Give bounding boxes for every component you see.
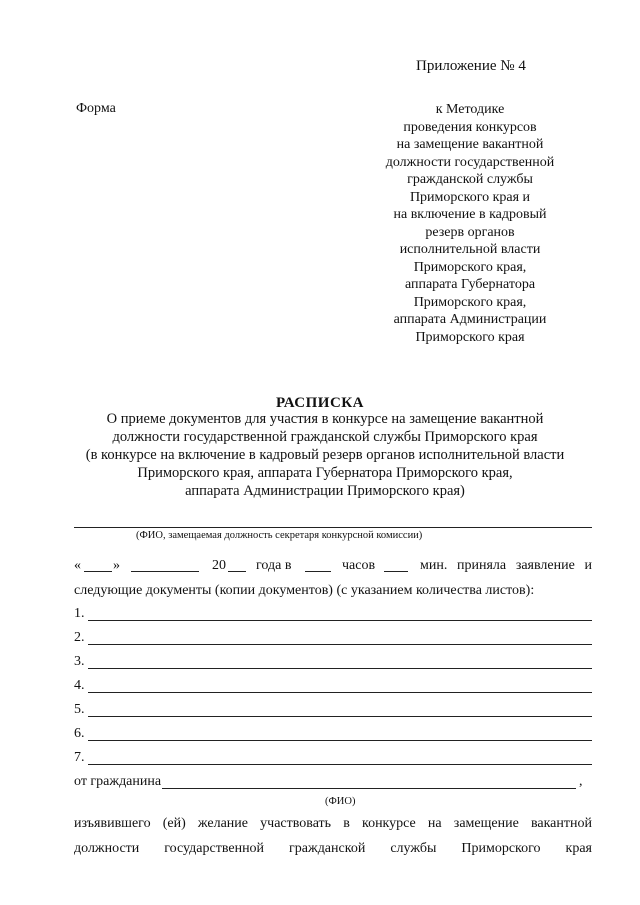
methodology-line: на включение в кадровый	[393, 207, 547, 222]
form-label: Форма	[76, 101, 116, 116]
fio-caption: (ФИО)	[325, 796, 356, 807]
methodology-line: гражданской службы	[407, 172, 533, 187]
year-field[interactable]	[228, 571, 246, 572]
item-number: 7.	[74, 750, 85, 765]
subtitle-line: О приеме документов для участия в конкурсе на замещение вакантной	[106, 411, 544, 427]
citizen-fill-line[interactable]	[162, 788, 576, 789]
item-number: 5.	[74, 702, 85, 717]
hours-label: часов	[342, 558, 376, 573]
item-line[interactable]	[88, 644, 592, 645]
methodology-line: должности государственной	[385, 154, 555, 170]
item-line[interactable]	[88, 716, 592, 717]
item-line[interactable]	[88, 692, 592, 693]
subtitle-line: (в конкурсе на включение в кадровый резерв органов исполнительной власти	[85, 447, 565, 463]
citizen-label: от гражданина	[74, 774, 162, 789]
appendix-number: Приложение № 4	[416, 58, 526, 74]
item-number: 1.	[74, 606, 85, 621]
methodology-line: Приморского края,	[413, 294, 527, 310]
methodology-line: к Методике	[435, 102, 505, 117]
methodology-line: аппарата Губернатора	[404, 277, 536, 292]
day-field[interactable]	[84, 571, 112, 572]
methodology-line: исполнительной власти	[399, 242, 541, 257]
subtitle-line: аппарата Администрации Приморского края)	[185, 483, 465, 499]
year-word: года в	[256, 558, 292, 573]
subtitle-line: должности государственной гражданской службы Приморского края	[112, 429, 538, 445]
item-number: 6.	[74, 726, 85, 741]
methodology-line: Приморского края	[415, 329, 525, 345]
methodology-line: аппарата Администрации	[393, 312, 547, 327]
methodology-line: проведения конкурсов	[403, 119, 537, 135]
close-quote: »	[113, 558, 120, 573]
methodology-line: на замещение вакантной	[396, 137, 544, 152]
methodology-reference	[360, 101, 580, 346]
methodology-line: резерв органов	[425, 224, 515, 240]
item-line[interactable]	[88, 764, 592, 765]
secretary-fill-line[interactable]	[74, 527, 592, 528]
subtitle-line: Приморского края, аппарата Губернатора Приморского края,	[137, 465, 513, 481]
month-field[interactable]	[131, 571, 199, 572]
item-number: 4.	[74, 678, 85, 693]
open-quote: «	[74, 558, 81, 573]
minutes-field[interactable]	[384, 571, 408, 572]
citizen-comma: ,	[579, 774, 583, 789]
document-title: РАСПИСКА	[275, 395, 365, 411]
item-line[interactable]	[88, 668, 592, 669]
hours-field[interactable]	[305, 571, 331, 572]
document-subtitle	[60, 410, 590, 500]
methodology-line: Приморского края и	[409, 189, 531, 205]
closing-line: изъявившего (ей) желание участвовать в конкурсе на замещение вакантной	[74, 816, 592, 831]
item-line[interactable]	[88, 740, 592, 741]
documents-text: следующие документы (копии документов) (с указанием количества листов):	[74, 583, 535, 598]
year-prefix: 20	[212, 558, 226, 573]
minutes-text: мин. приняла заявление и	[420, 558, 592, 573]
secretary-caption: (ФИО, замещаемая должность секретаря конкурсной комиссии)	[136, 530, 423, 541]
closing-line: должности государственной гражданской службы Приморского края	[74, 841, 592, 856]
methodology-line: Приморского края,	[413, 259, 527, 275]
item-line[interactable]	[88, 620, 592, 621]
item-number: 2.	[74, 630, 85, 645]
item-number: 3.	[74, 654, 85, 669]
